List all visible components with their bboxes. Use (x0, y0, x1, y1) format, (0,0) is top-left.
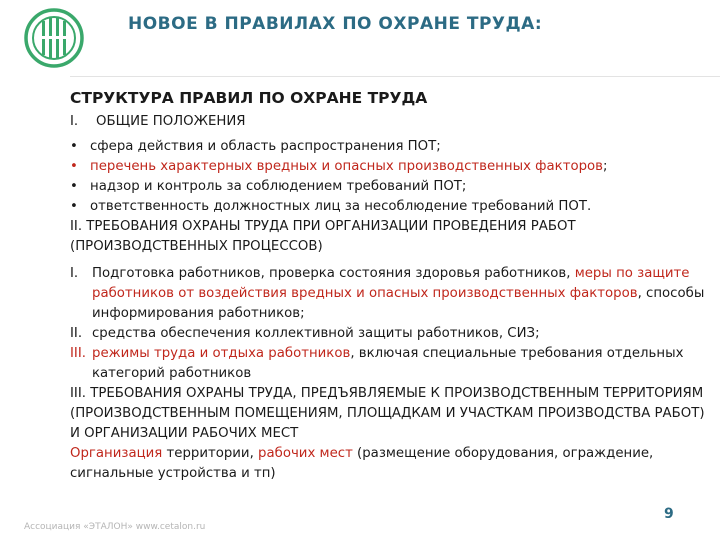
section-1-title: ОБЩИЕ ПОЛОЖЕНИЯ (96, 114, 246, 129)
slide-header (0, 0, 720, 70)
sub-item-numeral: I. (70, 266, 79, 281)
sub-item: III. режимы труда и отдыха работников, включая специальные требования отдельных категорий работников (70, 346, 684, 381)
bullet-dot-icon: • (70, 139, 78, 154)
bullet-dot-icon: • (70, 199, 78, 214)
sub-item: I. Подготовка работников, проверка состояния здоровья работников, меры по защите работников от воздействия вредных и опасных производственных факторов, способы информирования работников; (70, 266, 705, 321)
page-number: 9 (664, 506, 674, 522)
section-2-title: II. ТРЕБОВАНИЯ ОХРАНЫ ТРУДА ПРИ ОРГАНИЗАЦИИ ПРОВЕДЕНИЯ РАБОТ (ПРОИЗВОДСТВЕННЫХ ПРОЦЕССОВ) (70, 219, 576, 254)
bullet-dot-icon: • (70, 159, 78, 174)
section-1 (70, 112, 710, 132)
sub-item-numeral: III. (70, 346, 86, 361)
footer-association: Ассоциация «ЭТАЛОН» www.cetalon.ru (24, 522, 206, 532)
section-3-title: III. ТРЕБОВАНИЯ ОХРАНЫ ТРУДА, ПРЕДЪЯВЛЯЕМЫЕ К ПРОИЗВОДСТВЕННЫМ ТЕРРИТОРИЯМ (ПРОИЗВОДСТВЕННЫМ ПОМЕЩЕНИЯМ, ПЛОЩАДКАМ И УЧАСТКАМ ПРОИЗВОДСТВА РАБОТ) И ОРГАНИЗАЦИИ РАБОЧИХ МЕСТ (70, 386, 705, 441)
section-3-body: Организация территории, рабочих мест (размещение оборудования, ограждение, сигнальные устройства и тп) (70, 446, 654, 481)
bullet-item: • сфера действия и область распространения ПОТ; (70, 137, 710, 157)
slide-title: НОВОЕ В ПРАВИЛАХ ПО ОХРАНЕ ТРУДА: (128, 14, 543, 34)
bullet-item: • ответственность должностных лиц за несоблюдение требований ПОТ. (70, 197, 710, 217)
slide-content (70, 84, 710, 484)
sub-item-numeral: II. (70, 326, 83, 341)
header-divider (70, 76, 720, 77)
bullet-item: • надзор и контроль за соблюдением требований ПОТ; (70, 177, 710, 197)
bullet-dot-icon: • (70, 179, 78, 194)
sub-item: II. средства обеспечения коллективной защиты работников, СИЗ; (70, 324, 710, 344)
structure-heading: СТРУКТУРА ПРАВИЛ ПО ОХРАНЕ ТРУДА (70, 89, 428, 107)
association-logo-icon (22, 6, 86, 70)
bullet-item: • перечень характерных вредных и опасных производственных факторов; (70, 157, 710, 177)
section-1-numeral: I. (70, 114, 79, 129)
